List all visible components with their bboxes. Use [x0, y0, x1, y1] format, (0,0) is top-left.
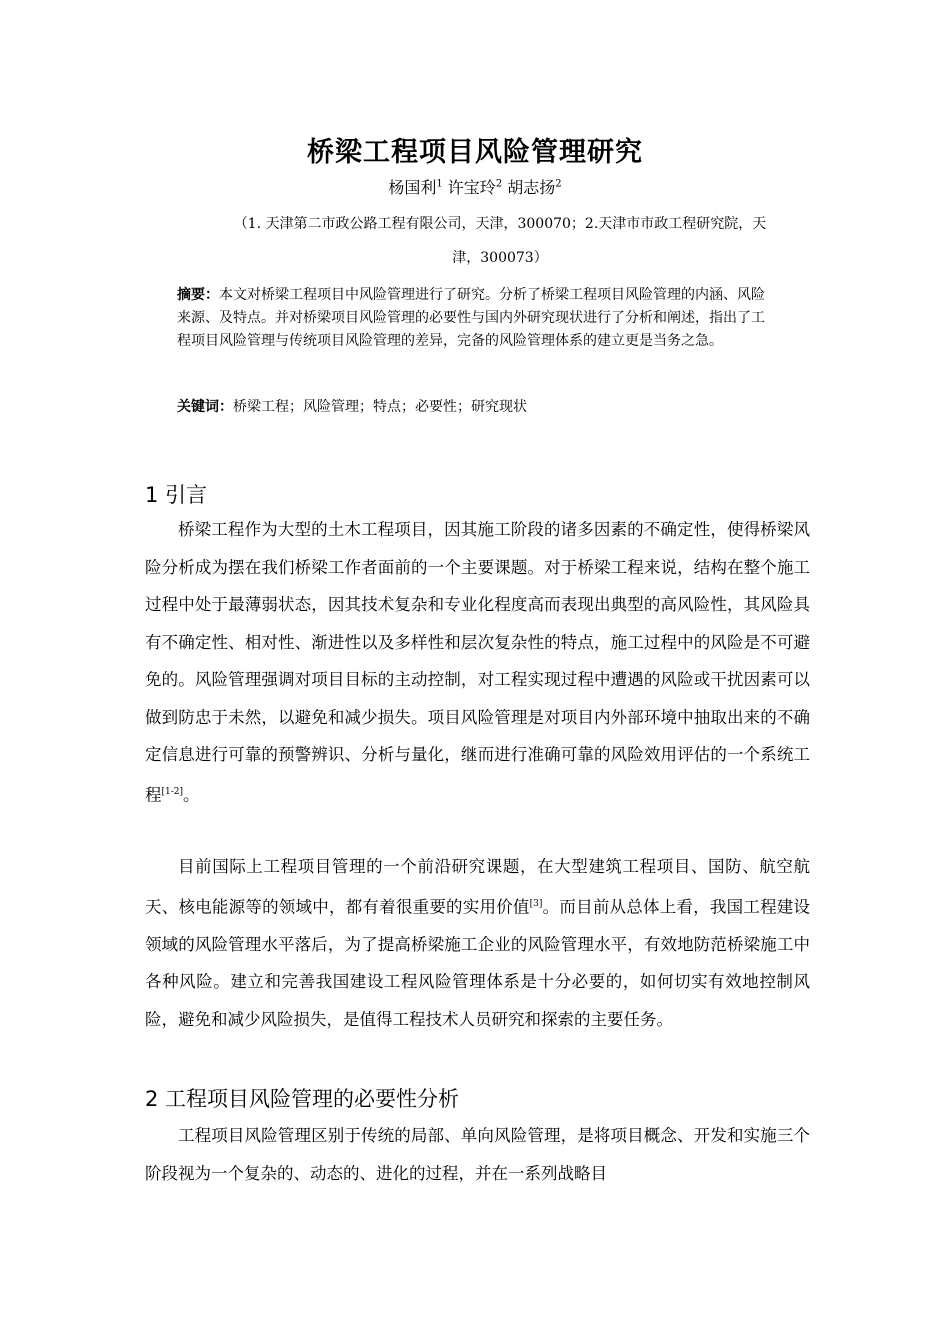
citation: [3] — [529, 898, 543, 909]
author-name: 胡志扬 — [507, 178, 556, 197]
paragraph-text: 目前国际上工程项目管理的一个前沿研究课题，在大型建筑工程项目、国防、航空航天、核电能源等的领域中，都有着很重要的实用价值 — [145, 857, 810, 916]
section-heading-1: 1 引言 — [145, 483, 208, 507]
author-line — [0, 175, 950, 198]
affiliation-line-1: （1. 天津第二市政公路工程有限公司，天津，300070；2.天津市市政工程研究院，天 — [233, 216, 767, 232]
author-affil-mark: 2 — [555, 178, 562, 190]
paper-title: 桥梁工程项目风险管理研究 — [307, 137, 643, 168]
author-affil-mark: 2 — [495, 178, 503, 190]
body-paragraph — [145, 848, 810, 1038]
paragraph-text: 。而目前从总体上看，我国工程建设领域的风险管理水平落后，为了提高桥梁施工企业的风险管理水平，有效地防范桥梁施工中各种风险。建立和完善我国建设工程风险管理体系是十分必要的，如何切实有效地控制风险，避免和减少风险损失，是值得工程技术人员研究和探索的主要任务。 — [145, 897, 811, 1029]
abstract-label: 摘要： — [177, 287, 219, 303]
citation: [1-2] — [161, 786, 184, 797]
author-name: 杨国利 — [388, 178, 437, 197]
author-name: 许宝玲 — [447, 178, 496, 197]
body-paragraph: 工程项目风险管理区别于传统的局部、单向风险管理，是将项目概念、开发和实施三个阶段视为一个复杂的、动态的、进化的过程，并在一系列战略目 — [145, 1126, 810, 1183]
body-paragraph — [145, 511, 810, 814]
section-heading-2: 2 工程项目风险管理的必要性分析 — [145, 1087, 460, 1111]
paragraph-text: 。 — [183, 785, 200, 804]
affiliation-line-2: 津，300073） — [452, 250, 548, 266]
keywords-text: 桥梁工程；风险管理；特点；必要性；研究现状 — [233, 399, 527, 415]
abstract-text: 本文对桥梁工程项目中风险管理进行了研究。分析了桥梁工程项目风险管理的内涵、风险来源、及特点。并对桥梁项目风险管理的必要性与国内外研究现状进行了分析和阐述，指出了工程项目风险管理与传统项目风险管理的差异，完备的风险管理体系的建立更是当务之急。 — [177, 287, 765, 349]
keywords — [177, 396, 777, 416]
author-affil-mark: 1 — [436, 178, 443, 190]
abstract — [177, 284, 777, 353]
keywords-label: 关键词： — [177, 399, 233, 415]
paragraph-text: 桥梁工程作为大型的土木工程项目，因其施工阶段的诸多因素的不确定性，使得桥梁风险分析成为摆在我们桥梁工作者面前的一个主要课题。对于桥梁工程来说，结构在整个施工过程中处于最薄弱状态，因其技术复杂和专业化程度高而表现出典型的高风险性，其风险具有不确定性、相对性、渐进性以及多样性和层次复杂性的特点，施工过程中的风险是不可避免的。风险管理强调对项目目标的主动控制，对工程实现过程中遭遇的风险或干扰因素可以做到防忠于未然，以避免和减少损失。项目风险管理是对项目内外部环境中抽取出来的不确定信息进行可靠的预警辨识、分析与量化，继而进行准确可靠的风险效用评估的一个系统工程 — [145, 520, 810, 804]
